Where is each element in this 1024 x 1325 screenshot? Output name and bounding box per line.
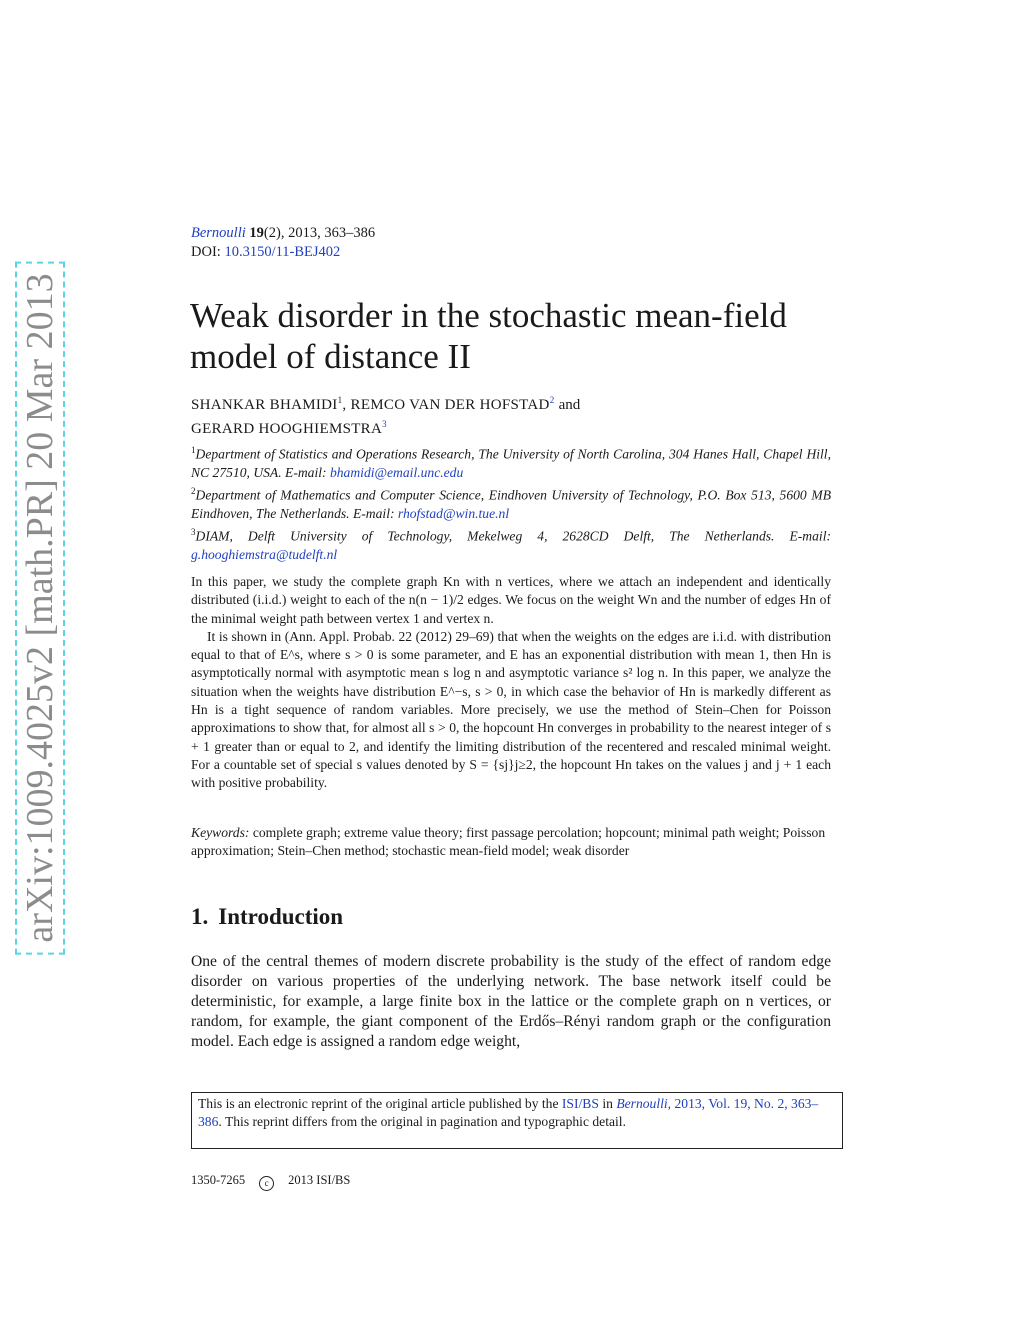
affiliation-2 xyxy=(191,482,831,523)
author-1-affil-mark: 1 xyxy=(337,395,343,405)
section-heading-introduction xyxy=(191,904,343,930)
author-3-affil-mark: 3 xyxy=(382,419,387,429)
reprint-text-3: . This reprint differs from the original in pagination and typographic detail. xyxy=(218,1114,626,1130)
affiliation-1-email-link[interactable]: bhamidi@email.unc.edu xyxy=(329,464,464,480)
doi-label: DOI: xyxy=(191,244,221,260)
reprint-text-1: This is an electronic reprint of the original article published by the xyxy=(198,1096,562,1111)
affiliation-1-mark: 1 xyxy=(191,445,196,455)
copyright-line xyxy=(191,1172,350,1191)
section-number: 1. xyxy=(191,904,209,929)
author-2-affil-mark: 2 xyxy=(549,395,555,405)
journal-issue-pages: (2), 2013, 363–386 xyxy=(263,225,376,241)
affiliation-2-mark: 2 xyxy=(191,486,196,497)
journal-reference xyxy=(191,224,375,262)
reprint-journal-link[interactable]: Bernoulli xyxy=(616,1096,668,1111)
arxiv-stamp-text: arXiv:1009.4025v2 [math.PR] 20 Mar 2013 xyxy=(15,261,65,954)
affiliation-3-mark: 3 xyxy=(191,527,196,538)
reprint-citation-link[interactable]: , 2013, Vol. 19, No. 2, 363–386 xyxy=(198,1096,819,1130)
doi-link[interactable]: 10.3150/11-BEJ402 xyxy=(224,244,341,260)
affiliations xyxy=(191,441,831,564)
affiliation-3 xyxy=(191,523,831,564)
author-1: SHANKAR BHAMIDI xyxy=(191,397,338,413)
author-3: GERARD HOOGHIEMSTRA xyxy=(191,421,383,437)
journal-name-link[interactable]: Bernoulli xyxy=(191,225,246,241)
keywords xyxy=(191,824,831,861)
copyright-text: 2013 ISI/BS xyxy=(288,1173,351,1187)
abstract-paragraph-1: In this paper, we study the complete graph Kn with n vertices, where we attach an independent and identically distributed (i.i.d.) weight to each of the n(n − 1)/2 edges. We focus on the weight Wn and the number of edges Hn of the minimal weight path between vertex 1 and vertex n. xyxy=(191,574,831,626)
author-list: SHANKAR BHAMIDI$^1$, REMCO VAN DER HOFSTAD$^2$ and GERARD HOOGHIEMSTRA$^3$ xyxy=(191,395,581,437)
reprint-org-link[interactable]: ISI/BS xyxy=(561,1096,599,1111)
abstract xyxy=(191,573,831,793)
introduction-paragraph: One of the central themes of modern discrete probability is the study of the effect of random edge disorder on various properties of the underlying network. The base network itself could be deterministic, for example, a large finite box in the lattice or the complete graph on n vertices, or random, for example, the giant component of the Erdős–Rényi random graph or the configuration model. Each edge is assigned a random edge weight, xyxy=(191,953,831,1050)
copyright-icon: c xyxy=(259,1176,274,1191)
journal-citation-line xyxy=(191,224,375,243)
author-and: and xyxy=(558,397,581,413)
author-2: REMCO VAN DER HOFSTAD xyxy=(350,397,550,413)
affiliation-3-text: DIAM, Delft University of Technology, Mekelweg 4, 2628CD Delft, The Netherlands. E-mail: xyxy=(195,528,831,544)
affiliation-2-text: Department of Mathematics and Computer Science, Eindhoven University of Technology, P.O. Box 513, 5600 MB Eindhoven, The Netherlands. E-mail: xyxy=(191,487,831,521)
reprint-text-2: in xyxy=(598,1096,617,1111)
section-title: Introduction xyxy=(218,904,344,929)
affiliation-1 xyxy=(191,441,831,482)
keywords-label: Keywords: xyxy=(191,825,250,840)
affiliation-2-email-link[interactable]: rhofstad@win.tue.nl xyxy=(397,505,510,521)
issn: 1350-7265 xyxy=(191,1173,246,1187)
affiliation-1-text: Department of Statistics and Operations Research, The University of North Carolina, 304 Hanes Hall, Chapel Hill, NC 27510, USA. E-mail: xyxy=(191,446,831,480)
doi-line xyxy=(191,243,375,262)
journal-volume: 19 xyxy=(249,225,264,241)
reprint-notice-box xyxy=(191,1092,843,1149)
paper-title: Weak disorder in the stochastic mean-field model of distance II xyxy=(190,296,787,376)
abstract-paragraph-2: It is shown in (Ann. Appl. Probab. 22 (2012) 29–69) that when the weights on the edges are i.i.d. with distribution equal to that of E^s, where s > 0 is some parameter, and E has an exponential distribution with mean 1, then Hn is asymptotically normal with asymptotic mean s log n and asymptotic variance s² log n. In this paper, we analyze the situation when the weights have distribution E^−s, s > 0, in which case the behavior of Hn is markedly different as Hn is a tight sequence of random variables. More precisely, we use the method of Stein–Chen for Poisson approximations to show that, for almost all s > 0, the hopcount Hn converges in probability to the nearest integer of s + 1 greater than or equal to 2, and identify the limiting distribution of the recentered and rescaled minimal weight. For a countable set of special s values denoted by S = {sj}j≥2, the hopcount Hn takes on the values j and j + 1 each with positive probability. xyxy=(191,628,831,791)
affiliation-3-email-link[interactable]: g.hooghiemstra@tudelft.nl xyxy=(191,547,338,563)
keywords-text: complete graph; extreme value theory; first passage percolation; hopcount; minimal path weight; Poisson approximation; Stein–Chen method; stochastic mean-field model; weak disorder xyxy=(191,825,826,859)
